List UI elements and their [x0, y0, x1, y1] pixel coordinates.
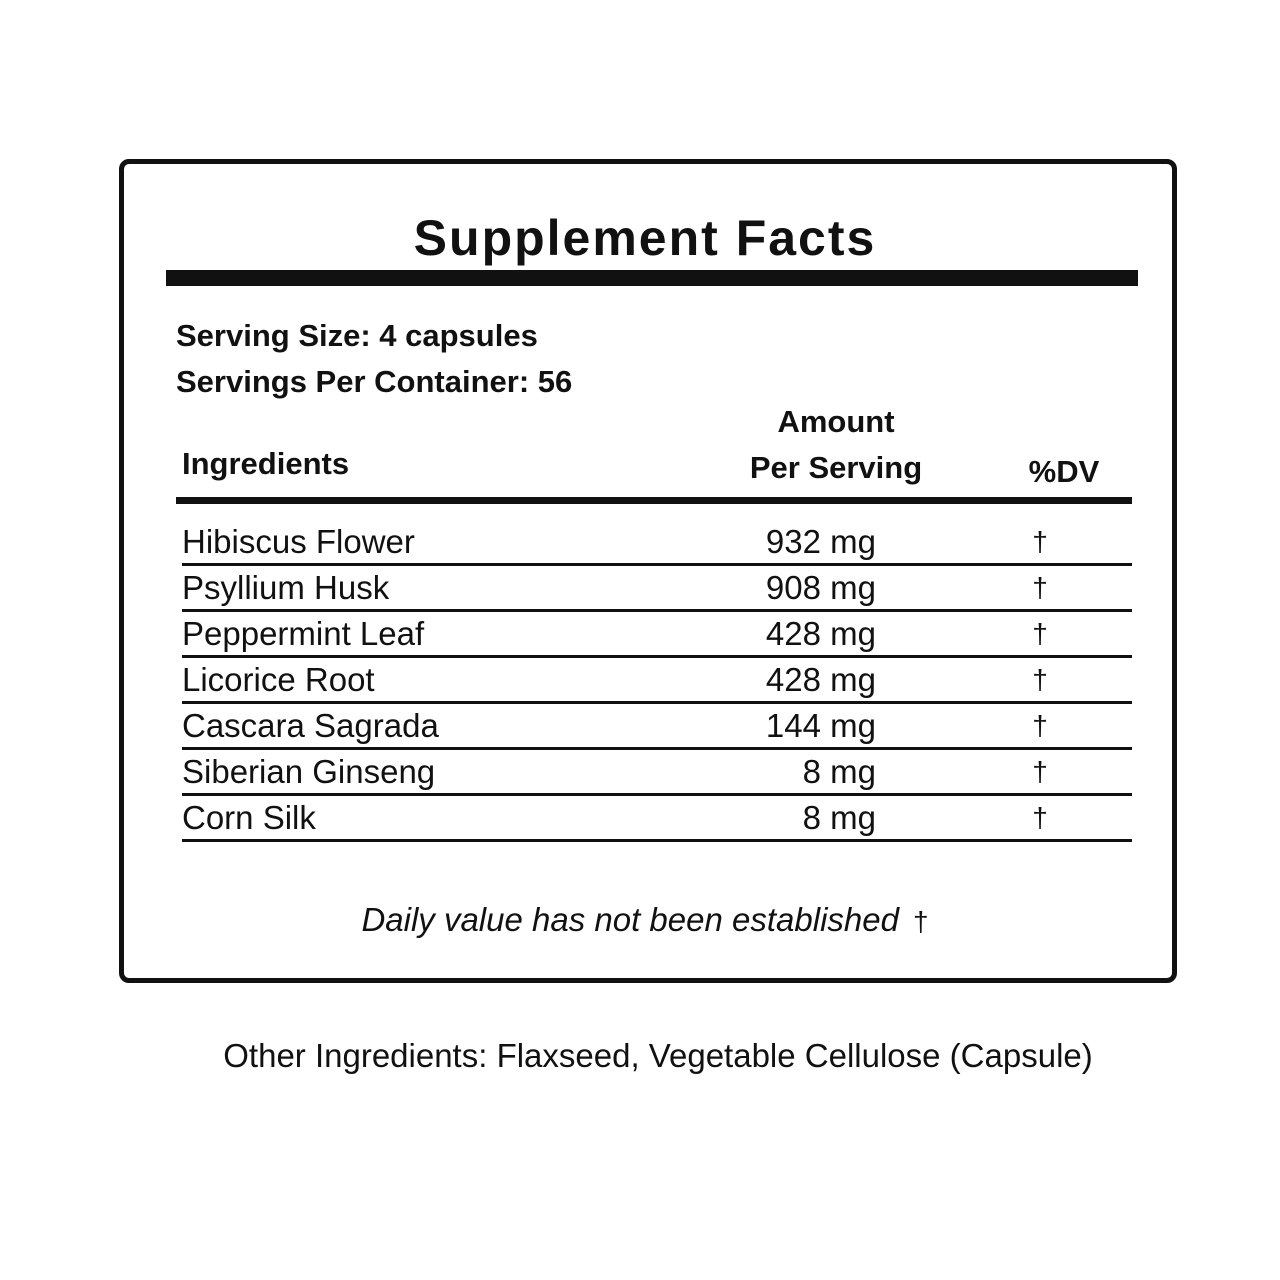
column-header-amount — [686, 404, 986, 496]
column-header-amount-line1: Amount — [777, 404, 895, 439]
daily-value-footnote — [124, 900, 1166, 942]
supplement-facts-panel — [119, 159, 1177, 983]
panel-title: Supplement Facts — [413, 210, 877, 266]
ingredient-dv: † — [1032, 710, 1048, 741]
footnote-symbol: † — [912, 906, 929, 937]
ingredient-amount: 428 mg — [765, 615, 876, 652]
ingredient-dv: † — [1032, 756, 1048, 787]
table-row — [182, 704, 1132, 750]
table-row — [182, 566, 1132, 612]
thick-divider — [166, 270, 1138, 286]
table-row — [182, 658, 1132, 704]
ingredient-name: Peppermint Leaf — [182, 615, 425, 652]
ingredient-dv: † — [1032, 802, 1048, 833]
ingredient-dv: † — [1032, 572, 1048, 603]
ingredient-dv: † — [1032, 618, 1048, 649]
table-row — [182, 612, 1132, 658]
column-header-ingredients: Ingredients — [182, 446, 350, 481]
ingredient-amount: 8 mg — [802, 799, 876, 836]
ingredient-dv: † — [1032, 664, 1048, 695]
table-row — [182, 796, 1132, 842]
column-header-dv: %DV — [1028, 454, 1100, 489]
ingredient-dv: † — [1032, 526, 1048, 557]
ingredient-table — [182, 520, 1132, 842]
ingredient-name: Siberian Ginseng — [182, 753, 436, 790]
footnote-text: Daily value has not been established — [361, 901, 899, 938]
header-divider — [176, 497, 1132, 504]
ingredient-amount: 8 mg — [802, 753, 876, 790]
ingredient-name: Cascara Sagrada — [182, 707, 439, 744]
ingredient-amount: 144 mg — [765, 707, 876, 744]
column-header-amount-line2: Per Serving — [749, 450, 923, 485]
table-row — [182, 750, 1132, 796]
ingredient-amount: 932 mg — [765, 523, 876, 560]
ingredient-name: Hibiscus Flower — [182, 523, 415, 560]
ingredient-name: Licorice Root — [182, 661, 375, 698]
ingredient-name: Psyllium Husk — [182, 569, 390, 606]
servings-per-container: Servings Per Container: 56 — [176, 364, 573, 399]
ingredient-name: Corn Silk — [182, 799, 316, 836]
ingredient-amount: 428 mg — [765, 661, 876, 698]
table-row — [182, 520, 1132, 566]
ingredient-amount: 908 mg — [765, 569, 876, 606]
other-ingredients: Other Ingredients: Flaxseed, Vegetable Cellulose (Capsule) — [223, 1037, 1093, 1074]
serving-size: Serving Size: 4 capsules — [176, 318, 538, 353]
